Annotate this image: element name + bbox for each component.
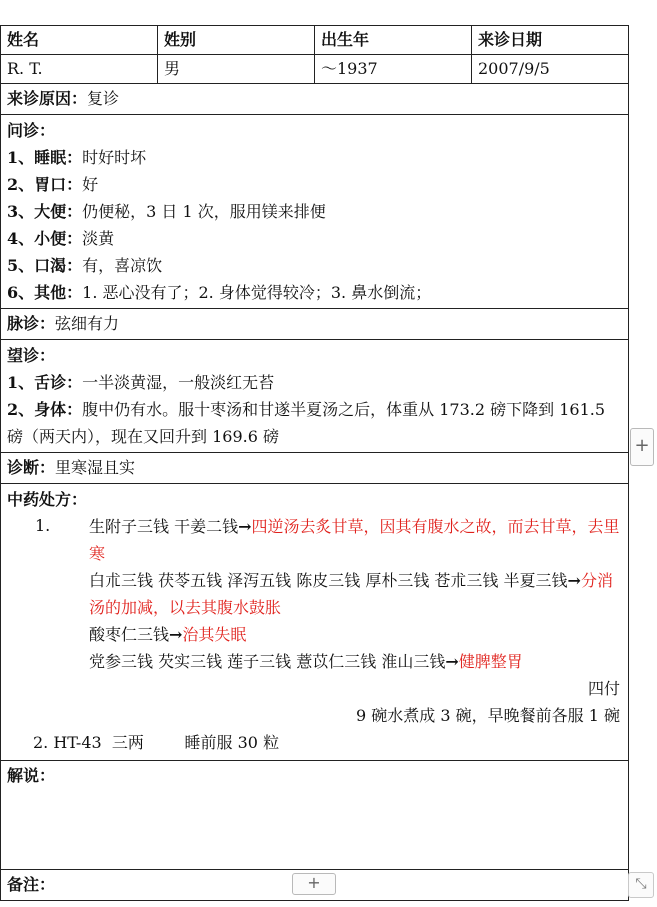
herb-note: 治其失眠 [182,625,247,644]
value-gender[interactable]: 男 [158,55,315,84]
diagnosis-row [1,453,629,484]
observation-item-tongue [7,369,622,396]
prescription-cell[interactable] [1,484,629,761]
observation-cell[interactable] [1,340,629,453]
value-visit-date[interactable]: 2007/9/5 [472,55,629,84]
inquiry-value: 好 [82,175,99,194]
arrow-icon: → [169,625,183,644]
inquiry-label: 1、睡眠： [7,148,83,167]
inquiry-item-stool [7,198,622,225]
inquiry-value: 有，喜凉饮 [82,256,163,275]
inquiry-item-thirst [7,252,622,279]
inquiry-value: 仍便秘，3 日 1 次，服用镁来排便 [82,202,326,221]
inquiry-label: 4、小便： [7,229,83,248]
inquiry-row [1,115,629,309]
explanation-row [1,761,629,870]
observation-row [1,340,629,453]
medical-record-table [0,25,629,901]
diagnosis-cell[interactable] [1,453,629,484]
pulse-label: 脉诊： [7,314,56,333]
observation-label: 2、身体： [7,400,83,419]
visit-reason-cell[interactable] [1,84,629,115]
prescription-line [89,513,622,567]
inquiry-cell[interactable] [1,115,629,309]
prescription-line [89,648,622,675]
arrow-icon: → [445,652,459,671]
observation-item-body [7,396,622,450]
inquiry-label: 3、大便： [7,202,83,221]
prescription-line [89,621,622,648]
value-birth-year[interactable]: ～1937 [315,55,472,84]
inquiry-item-appetite [7,171,622,198]
prescription-title: 中药处方： [7,490,88,509]
inquiry-item-other [7,279,622,306]
patient-value-row [1,55,629,84]
diagnosis-label: 诊断： [7,458,56,477]
prescription-item-number: 1. [35,516,51,535]
remarks-label: 备注： [7,875,56,894]
prescription-item-2: 2. HT-43 三两 睡前服 30 粒 [33,733,280,752]
herb-note: 健脾整胃 [458,652,523,671]
herb-list: 酸枣仁三钱 [89,625,170,644]
inquiry-title: 问诊： [7,121,56,140]
observation-value: 腹中仍有水。服十枣汤和甘遂半夏汤之后，体重从 173.2 磅下降到 161.5 磅（两天内），现在又回升到 169.6 磅 [7,400,606,446]
inquiry-value: 淡黄 [82,229,115,248]
explanation-cell[interactable] [1,761,629,870]
herb-note: 四逆汤去炙甘草，因其有腹水之故，而去甘草，去里寒 [89,517,620,563]
inquiry-item-sleep [7,144,622,171]
prescription-line [89,567,622,621]
prescription-instructions: 9 碗水煮成 3 碗，早晚餐前各服 1 碗 [356,706,620,725]
arrow-icon: → [567,571,581,590]
observation-title: 望诊： [7,346,56,365]
resize-handle-icon[interactable]: ⤡ [628,872,654,898]
visit-reason-label: 来诊原因： [7,89,88,108]
herb-list: 生附子三钱 干姜二钱 [89,517,239,536]
explanation-label: 解说： [7,766,56,785]
patient-header-row [1,26,629,55]
value-name[interactable]: R. T. [1,55,158,84]
diagnosis-value: 里寒湿且实 [55,458,136,477]
herb-note: 分消汤的加减，以去其腹水鼓胀 [89,571,613,617]
visit-reason-row [1,84,629,115]
inquiry-item-urine [7,225,622,252]
visit-reason-value: 复诊 [87,89,120,108]
add-row-button[interactable]: + [292,873,336,895]
inquiry-value: 1. 恶心没有了；2. 身体觉得较冷；3. 鼻水倒流； [82,283,432,302]
prescription-item-1 [7,513,622,729]
observation-value: 一半淡黄湿，一般淡红无苔 [82,373,275,392]
pulse-row [1,309,629,340]
header-name: 姓名 [1,26,158,55]
herb-list: 党参三钱 芡实三钱 莲子三钱 薏苡仁三钱 淮山三钱 [89,652,446,671]
inquiry-value: 时好时坏 [82,148,147,167]
header-visit-date: 来诊日期 [472,26,629,55]
herb-list: 白朮三钱 茯苓五钱 泽泻五钱 陈皮三钱 厚朴三钱 苍朮三钱 半夏三钱 [89,571,568,590]
prescription-row [1,484,629,761]
inquiry-label: 6、其他： [7,283,83,302]
prescription-doses: 四付 [587,679,620,698]
add-column-button[interactable]: + [630,428,654,466]
pulse-value: 弦细有力 [55,314,120,333]
header-gender: 姓别 [158,26,315,55]
inquiry-label: 5、口渴： [7,256,83,275]
inquiry-label: 2、胃口： [7,175,83,194]
observation-label: 1、舌诊： [7,373,83,392]
header-birth-year: 出生年 [315,26,472,55]
arrow-icon: → [238,517,252,536]
pulse-cell[interactable] [1,309,629,340]
